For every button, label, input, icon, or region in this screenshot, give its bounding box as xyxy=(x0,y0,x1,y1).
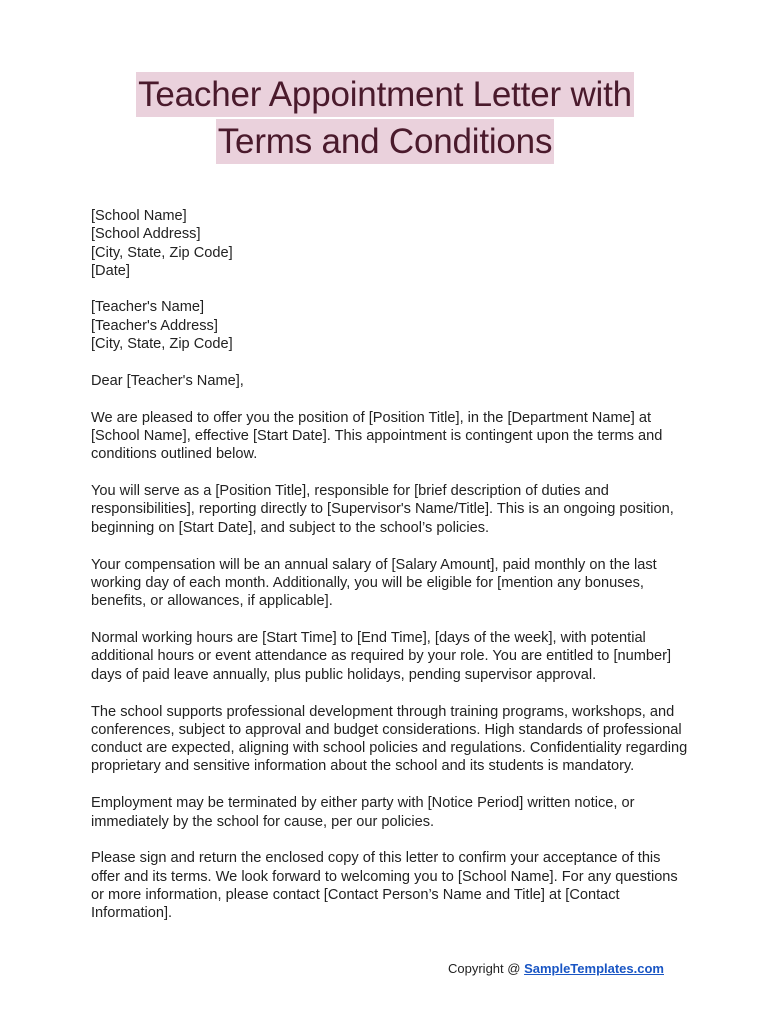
paragraph-closing: Please sign and return the enclosed copy of this letter to confirm your acceptance of this offer and its terms. We look forward to welcoming you to [School Name]. For any questions or more information, please contact [Contact Person’s Name and Title] at [Contact Information]. xyxy=(91,850,678,922)
copyright-prefix: Copyright @ xyxy=(448,961,525,976)
recipient-teacher-name: [Teacher's Name] xyxy=(91,299,205,316)
sender-school-address: [School Address] xyxy=(91,226,201,243)
sender-city-state-zip: [City, State, Zip Code] xyxy=(91,244,233,261)
letter-body xyxy=(91,207,691,941)
document-title xyxy=(0,72,770,164)
title-line-2: Terms and Conditions xyxy=(216,119,555,164)
paragraph-compensation: Your compensation will be an annual salary of [Salary Amount], paid monthly on the last working day of each month. Additionally, you will be eligible for [mention any bonuses, benefits, or allowances, if applicable]. xyxy=(91,556,657,610)
letter-date: [Date] xyxy=(91,262,130,279)
sender-school-name: [School Name] xyxy=(91,208,187,224)
paragraph-duties: You will serve as a [Position Title], responsible for [brief description of duties and responsibilities], reporting directly to [Supervisor's Name/Title]. This is an ongoing position, beginning on [Start Date], and subject to the school’s policies. xyxy=(91,483,674,536)
paragraph-working-hours: Normal working hours are [Start Time] to [End Time], [days of the week], with potential additional hours or event attendance as required by your role. You are entitled to [number] days of paid leave annually, plus public holidays, pending supervisor approval. xyxy=(91,630,672,683)
recipient-teacher-address: [Teacher's Address] xyxy=(91,317,218,334)
recipient-address-block xyxy=(91,298,691,353)
recipient-city-state-zip: [City, State, Zip Code] xyxy=(91,336,233,353)
paragraph-offer: We are pleased to offer you the position of [Position Title], in the [Department Name] at [School Name], effective [Start Date]. This appointment is contingent upon the terms and conditions outlined below. xyxy=(91,409,663,463)
sampletemplates-link[interactable]: SampleTemplates.com xyxy=(524,961,664,976)
salutation: Dear [Teacher's Name], xyxy=(91,372,244,389)
sender-address-block xyxy=(91,207,691,280)
paragraph-termination: Employment may be terminated by either party with [Notice Period] written notice, or immediately by the school for cause, per our policies. xyxy=(91,795,635,830)
copyright-footer xyxy=(448,961,664,976)
title-line-1: Teacher Appointment Letter with xyxy=(136,72,634,117)
paragraph-professional-development: The school supports professional development through training programs, workshops, and conferences, subject to approval and budget considerations. High standards of professional conduct are expected, aligning with school policies and regulations. Confidentiality regarding proprietary and sensitive information about the school and its students is mandatory. xyxy=(91,703,688,775)
